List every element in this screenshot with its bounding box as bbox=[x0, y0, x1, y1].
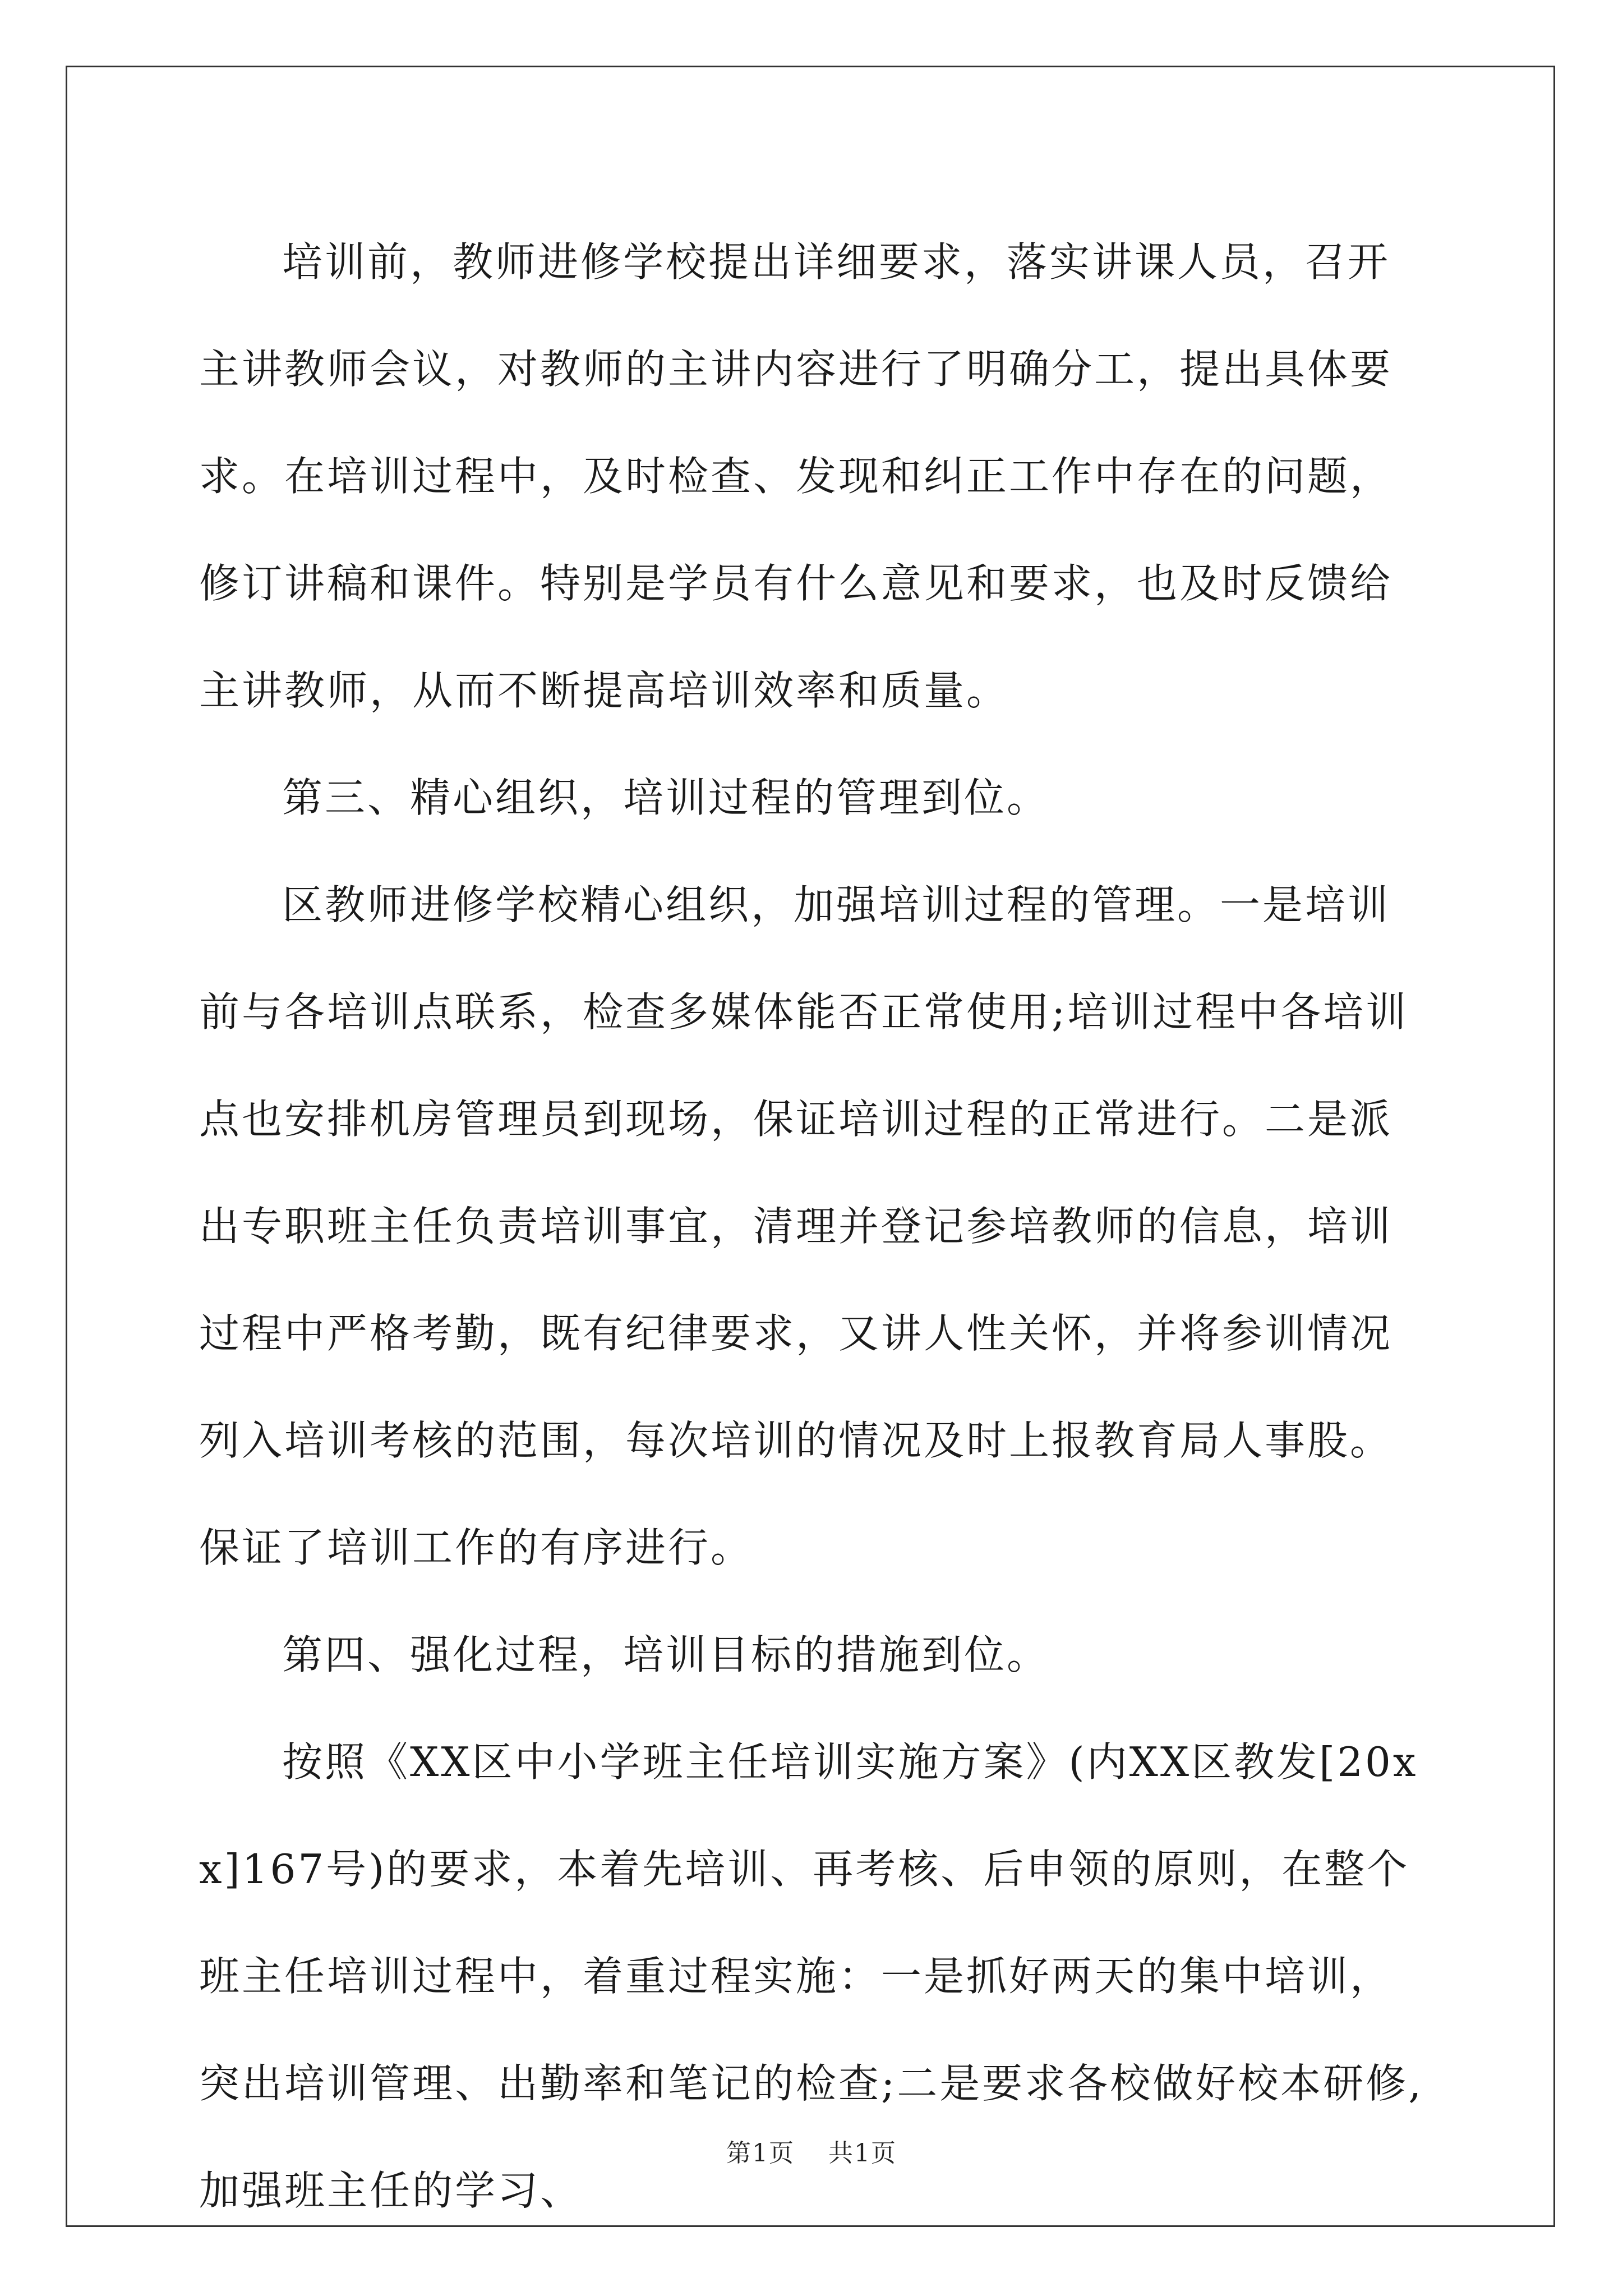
page-number-current: 第1页 bbox=[726, 2139, 795, 2168]
document-body bbox=[199, 209, 1427, 2244]
paragraph-3: 区教师进修学校精心组织，加强培训过程的管理。一是培训前与各培训点联系，检查多媒体能否正常使用;培训过程中各培训点也安排机房管理员到现场，保证培训过程的正常进行。二是派出专职班主任负责培训事宜，清理并登记参培教师的信息，培训过程中严格考勤，既有纪律要求，又讲人性关怀，并将参训情况列入培训考核的范围，每次培训的情况及时上报教育局人事股。保证了培训工作的有序进行。 bbox=[199, 881, 1409, 1571]
paragraph-5: 按照《XX区中小学班主任培训实施方案》(内XX区教发[20xx]167号)的要求，本着先培训、再考核、后申领的原则，在整个班主任培训过程中，着重过程实施：一是抓好两天的集中培训，突出培训管理、出勤率和笔记的检查;二是要求各校做好校本研修,加强班主任的学习、 bbox=[199, 1738, 1424, 2214]
paragraph-2-heading: 第三、精心组织，培训过程的管理到位。 bbox=[282, 774, 1050, 821]
paragraph-4-heading: 第四、强化过程，培训目标的措施到位。 bbox=[282, 1631, 1050, 1678]
page-number-total: 共1页 bbox=[828, 2139, 897, 2168]
paragraph-1: 培训前，教师进修学校提出详细要求，落实讲课人员，召开主讲教师会议，对教师的主讲内容进行了明确分工，提出具体要求。在培训过程中，及时检查、发现和纠正工作中存在的问题，修订讲稿和课件。特别是学员有什么意见和要求，也及时反馈给主讲教师，从而不断提高培训效率和质量。 bbox=[199, 238, 1393, 714]
page-footer bbox=[0, 2133, 1623, 2169]
